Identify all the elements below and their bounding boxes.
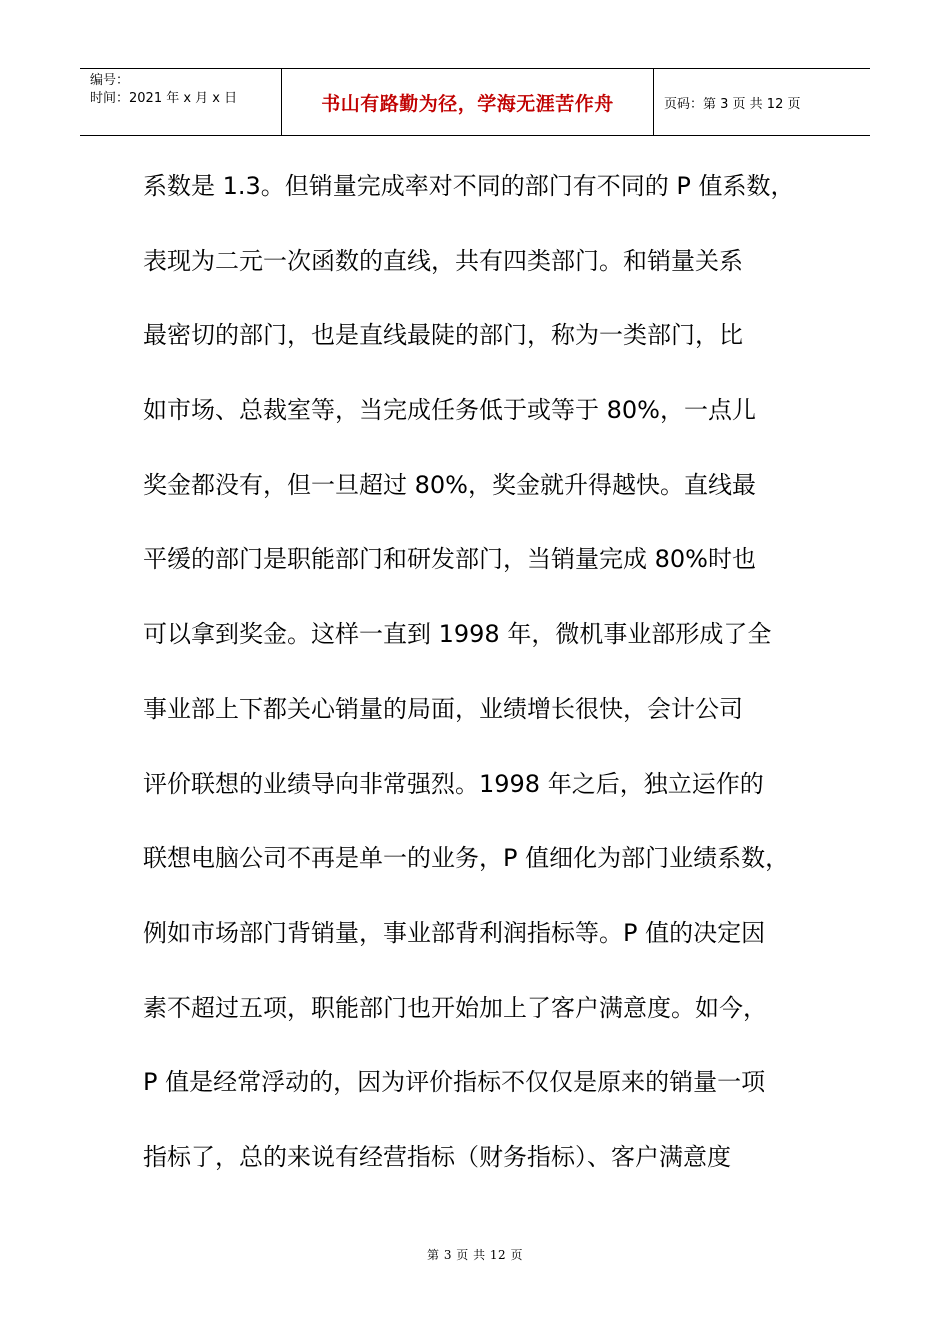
header-motto: 书山有路勤为径，学海无涯苦作舟 xyxy=(282,69,654,135)
page-header xyxy=(80,68,870,136)
document-body xyxy=(143,160,823,1206)
document-number-label: 编号： xyxy=(90,73,130,88)
body-line: 素不超过五项，职能部门也开始加上了客户满意度。如今， xyxy=(143,993,767,1022)
header-page-number: 页码：第 3 页 共 12 页 xyxy=(664,96,801,112)
body-line: 例如市场部门背销量，事业部背利润指标等。P 值的决定因 xyxy=(143,918,766,947)
body-line: 指标了，总的来说有经营指标（财务指标）、客户满意度 xyxy=(143,1142,731,1171)
body-line: 评价联想的业绩导向非常强烈。1998 年之后，独立运作的 xyxy=(143,769,764,798)
header-meta xyxy=(80,69,282,135)
body-line: 最密切的部门，也是直线最陡的部门，称为一类部门，比 xyxy=(143,321,743,350)
body-line: 表现为二元一次函数的直线，共有四类部门。和销量关系 xyxy=(143,246,743,275)
body-line: P 值是经常浮动的，因为评价指标不仅仅是原来的销量一项 xyxy=(143,1068,766,1097)
body-line: 奖金都没有，但一旦超过 80%，奖金就升得越快。直线最 xyxy=(143,470,756,499)
body-line: 可以拿到奖金。这样一直到 1998 年，微机事业部形成了全 xyxy=(143,620,772,649)
body-line: 联想电脑公司不再是单一的业务，P 值细化为部门业绩系数， xyxy=(143,844,790,873)
body-line: 平缓的部门是职能部门和研发部门，当销量完成 80%时也 xyxy=(143,545,756,574)
body-line: 系数是 1.3。但销量完成率对不同的部门有不同的 P 值系数， xyxy=(143,172,795,200)
body-line: 事业部上下都关心销量的局面，业绩增长很快，会计公司 xyxy=(143,694,743,723)
page-footer: 第 3 页 共 12 页 xyxy=(427,1248,523,1262)
body-line: 如市场、总裁室等，当完成任务低于或等于 80%，一点儿 xyxy=(143,396,756,425)
document-date-label: 时间：2021 年 x 月 x 日 xyxy=(90,91,238,106)
